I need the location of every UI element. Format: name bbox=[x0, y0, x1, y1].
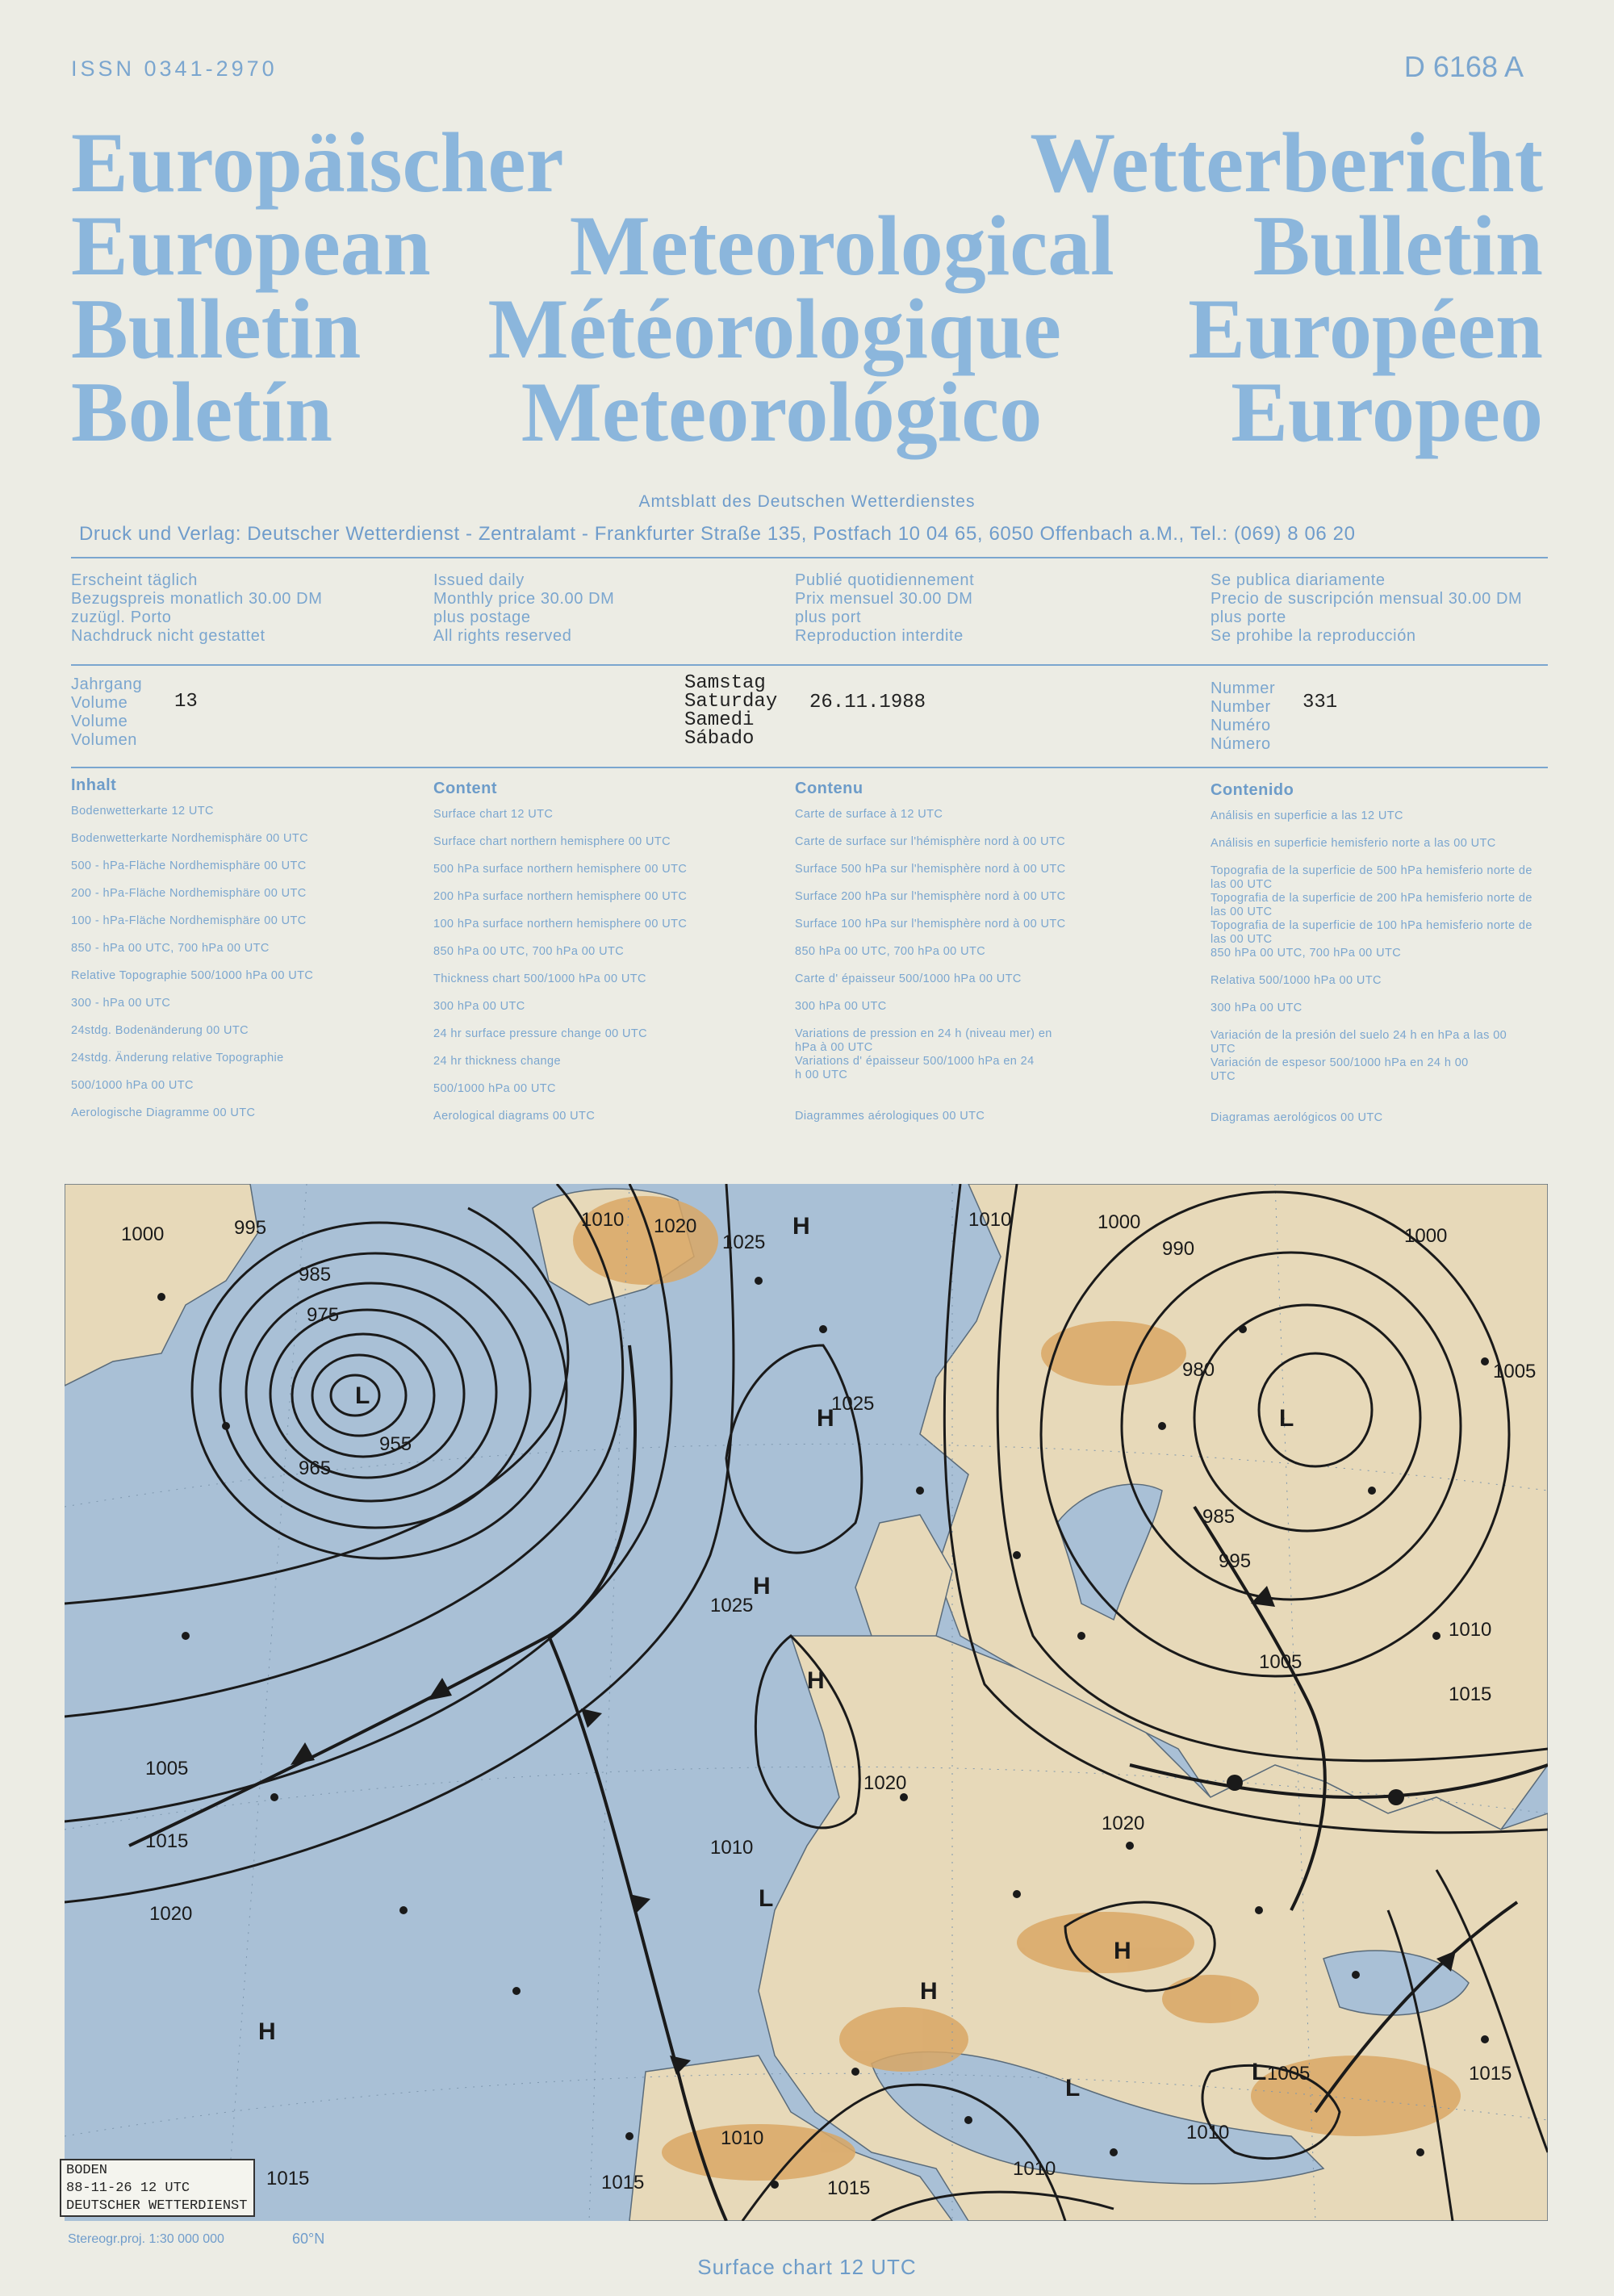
isobar-label: 990 bbox=[1162, 1238, 1195, 1260]
subscription-german: Erscheint täglich Bezugspreis monatlich 30.00 DM zuzügl. Porto Nachdruck nicht gestattet bbox=[71, 571, 323, 645]
weekday-labels: Samstag Saturday Samedi Sábado bbox=[684, 672, 778, 750]
isobar-label: 1020 bbox=[149, 1903, 193, 1925]
terrain-patch bbox=[1017, 1912, 1194, 1973]
contents-item: Variations de pression en 24 h (niveau mer) en hPa à 00 UTC bbox=[795, 1027, 1052, 1054]
isobar-label: 1020 bbox=[863, 1772, 907, 1794]
isobar-label: 1005 bbox=[145, 1758, 189, 1780]
map-caption: Surface chart 12 UTC bbox=[697, 2255, 917, 2279]
front-semicircle bbox=[1227, 1775, 1243, 1791]
subscription-english: Issued daily Monthly price 30.00 DM plus postage All rights reserved bbox=[433, 571, 615, 645]
contents-item: Topografia de la superficie de 500 hPa hemisferio norte de las 00 UTC bbox=[1210, 864, 1532, 891]
isobar-label: 1025 bbox=[831, 1393, 875, 1415]
title-word: Bulletin bbox=[71, 282, 362, 376]
isobar-label: 1005 bbox=[1493, 1361, 1537, 1382]
projection-note: Stereogr.proj. 1:30 000 000 bbox=[68, 2232, 224, 2246]
station-dot bbox=[1255, 1906, 1263, 1914]
contents-item: 300 - hPa 00 UTC bbox=[71, 997, 171, 1010]
isobar-label: 1020 bbox=[1102, 1813, 1145, 1834]
station-dot bbox=[182, 1632, 190, 1640]
contents-item: Variación de la presión del suelo 24 h en hPa a las 00 UTC bbox=[1210, 1029, 1507, 1056]
isobar-label: 980 bbox=[1182, 1359, 1215, 1381]
issue-number: 331 bbox=[1302, 692, 1338, 713]
contents-heading: Content bbox=[433, 780, 498, 797]
isobar-label: 1015 bbox=[1469, 2063, 1512, 2085]
contents-item: 500 hPa surface northern hemisphere 00 UTC bbox=[433, 863, 688, 876]
station-dot bbox=[1368, 1487, 1376, 1495]
latitude-note: 60°N bbox=[292, 2231, 325, 2247]
title-word: Europeo bbox=[1231, 365, 1543, 459]
station-dot bbox=[1013, 1551, 1021, 1559]
contents-item bbox=[1210, 1084, 1549, 1111]
contents-item: 500 - hPa-Fläche Nordhemisphäre 00 UTC bbox=[71, 859, 307, 872]
surface-weather-map bbox=[65, 1184, 1548, 2221]
title-word: Européen bbox=[1188, 282, 1543, 376]
low-pressure-centre: L bbox=[1065, 2075, 1081, 2102]
isobar-label: 1005 bbox=[1259, 1651, 1302, 1673]
contents-item: 300 hPa 00 UTC bbox=[433, 1000, 525, 1013]
contents-item: 100 - hPa-Fläche Nordhemisphäre 00 UTC bbox=[71, 914, 307, 927]
station-dot bbox=[157, 1293, 165, 1301]
station-dot bbox=[1110, 2148, 1118, 2156]
station-dot bbox=[964, 2116, 972, 2124]
isobar-label: 1020 bbox=[654, 1215, 697, 1237]
contents-item: Variación de espesor 500/1000 hPa en 24 h 00 UTC bbox=[1210, 1056, 1469, 1083]
divider bbox=[71, 767, 1548, 768]
isobar-label: 1015 bbox=[827, 2177, 871, 2199]
contents-item: 850 hPa 00 UTC, 700 hPa 00 UTC bbox=[433, 945, 625, 958]
station-dot bbox=[1013, 1890, 1021, 1898]
contents-item: Análisis en superficie hemisferio norte a las 00 UTC bbox=[1210, 837, 1496, 850]
contents-item: 24 hr thickness change bbox=[433, 1055, 561, 1068]
number-labels: Nummer Number Numéro Número bbox=[1210, 680, 1276, 753]
isobar-label: 975 bbox=[307, 1304, 340, 1326]
contents-item: Carte de surface à 12 UTC bbox=[795, 808, 943, 821]
high-pressure-centre: H bbox=[258, 2018, 276, 2045]
contents-item bbox=[795, 1082, 1166, 1110]
station-dot bbox=[771, 2181, 779, 2189]
high-pressure-centre: H bbox=[792, 1213, 810, 1240]
map-stamp: BODEN 88-11-26 12 UTC DEUTSCHER WETTERDIENST bbox=[60, 2159, 255, 2217]
title-word: Meteorológico bbox=[521, 365, 1043, 459]
high-pressure-centre: H bbox=[920, 1978, 938, 2005]
contents-item: 850 hPa 00 UTC, 700 hPa 00 UTC bbox=[795, 945, 986, 958]
contents-item: 500/1000 hPa 00 UTC bbox=[433, 1082, 556, 1095]
isobar-label: 1010 bbox=[1186, 2122, 1230, 2143]
contents-item: 24stdg. Änderung relative Topographie bbox=[71, 1052, 284, 1064]
isobar-label: 995 bbox=[1219, 1550, 1252, 1572]
low-pressure-centre: L bbox=[1279, 1405, 1294, 1432]
volume-labels: Jahrgang Volume Volume Volumen bbox=[71, 675, 143, 749]
station-dot bbox=[1432, 1632, 1440, 1640]
contents-item: Surface 500 hPa sur l'hemisphère nord à 00 UTC bbox=[795, 863, 1066, 876]
isobar-label: 985 bbox=[299, 1264, 332, 1286]
contents-item: 200 hPa surface northern hemisphere 00 UTC bbox=[433, 890, 688, 903]
high-pressure-centre: H bbox=[817, 1405, 834, 1432]
terrain-patch bbox=[839, 2007, 968, 2072]
title-word: Wetterbericht bbox=[1030, 115, 1543, 210]
isobar-label: 1010 bbox=[968, 1209, 1012, 1231]
contents-item: 500/1000 hPa 00 UTC bbox=[71, 1079, 194, 1092]
weather-map-graphic bbox=[65, 1184, 1548, 2221]
contents-item: Surface 100 hPa sur l'hemisphère nord à 00 UTC bbox=[795, 918, 1066, 931]
station-dot bbox=[755, 1277, 763, 1285]
contents-item: 24stdg. Bodenänderung 00 UTC bbox=[71, 1024, 249, 1037]
contents-item: Relativa 500/1000 hPa 00 UTC bbox=[1210, 974, 1382, 987]
official-gazette-line: Amtsblatt des Deutschen Wetterdienstes bbox=[638, 492, 976, 511]
contents-item: Diagramas aerológicos 00 UTC bbox=[1210, 1111, 1383, 1124]
high-pressure-centre: H bbox=[753, 1573, 771, 1600]
low-pressure-centre: L bbox=[1252, 2059, 1267, 2085]
front-semicircle bbox=[1388, 1789, 1404, 1805]
contents-item: Análisis en superficie a las 12 UTC bbox=[1210, 809, 1403, 822]
contents-french bbox=[795, 780, 1166, 1137]
terrain-patch bbox=[1162, 1975, 1259, 2023]
contents-heading: Inhalt bbox=[71, 776, 117, 794]
subscription-spanish: Se publica diariamente Precio de suscripción mensual 30.00 DM plus porte Se prohibe la reproducción bbox=[1210, 571, 1523, 645]
contents-item: Topografia de la superficie de 100 hPa hemisferio norte de las 00 UTC bbox=[1210, 919, 1532, 946]
divider bbox=[71, 664, 1548, 666]
isobar-label: 1000 bbox=[121, 1223, 165, 1245]
isobar-label: 985 bbox=[1202, 1506, 1236, 1528]
isobar-label: 965 bbox=[299, 1457, 332, 1479]
title-french bbox=[71, 282, 1543, 376]
isobar-label: 1000 bbox=[1098, 1211, 1141, 1233]
title-word: European bbox=[71, 199, 431, 293]
station-dot bbox=[270, 1793, 278, 1801]
isobar-label: 1010 bbox=[581, 1209, 625, 1231]
station-dot bbox=[819, 1325, 827, 1333]
station-dot bbox=[851, 2068, 859, 2076]
isobar-label: 955 bbox=[379, 1433, 412, 1455]
divider bbox=[71, 557, 1548, 558]
title-word: Boletín bbox=[71, 365, 332, 459]
station-dot bbox=[512, 1987, 521, 1995]
title-word: Bulletin bbox=[1252, 199, 1543, 293]
station-dot bbox=[1352, 1971, 1360, 1979]
bulletin-titles bbox=[71, 115, 1543, 459]
high-pressure-centre: H bbox=[807, 1667, 825, 1694]
title-german bbox=[71, 115, 1543, 210]
station-dot bbox=[916, 1487, 924, 1495]
contents-item: Surface chart northern hemisphere 00 UTC bbox=[433, 835, 671, 848]
contents-heading: Contenido bbox=[1210, 781, 1294, 799]
contents-item: Bodenwetterkarte 12 UTC bbox=[71, 805, 214, 818]
station-dot bbox=[1077, 1632, 1085, 1640]
title-word: Meteorological bbox=[569, 199, 1114, 293]
contents-item: 300 hPa 00 UTC bbox=[1210, 1002, 1302, 1014]
isobar-label: 995 bbox=[234, 1217, 267, 1239]
low-pressure-centre: L bbox=[759, 1885, 774, 1912]
contents-english bbox=[433, 780, 772, 1137]
station-dot bbox=[900, 1793, 908, 1801]
contents-item: Topografia de la superficie de 200 hPa hemisferio norte de las 00 UTC bbox=[1210, 892, 1532, 918]
station-dot bbox=[1481, 2035, 1489, 2043]
isobar-label: 1000 bbox=[1404, 1225, 1448, 1247]
isobar-label: 1015 bbox=[266, 2168, 310, 2189]
contents-item: 24 hr surface pressure change 00 UTC bbox=[433, 1027, 648, 1040]
contents-item: Aerological diagrams 00 UTC bbox=[433, 1110, 596, 1123]
contents-item: 200 - hPa-Fläche Nordhemisphäre 00 UTC bbox=[71, 887, 307, 900]
issue-date: 26.11.1988 bbox=[809, 692, 926, 713]
contents-item: Thickness chart 500/1000 hPa 00 UTC bbox=[433, 972, 646, 985]
station-dot bbox=[1239, 1325, 1247, 1333]
contents-item: Carte de surface sur l'hémisphère nord à 00 UTC bbox=[795, 835, 1066, 848]
contents-item: Relative Topographie 500/1000 hPa 00 UTC bbox=[71, 969, 314, 982]
contents-spanish bbox=[1210, 781, 1549, 1139]
contents-item: Aerologische Diagramme 00 UTC bbox=[71, 1106, 256, 1119]
contents-heading: Contenu bbox=[795, 780, 863, 797]
station-dot bbox=[1158, 1422, 1166, 1430]
issn: ISSN 0341-2970 bbox=[71, 56, 278, 81]
station-dot bbox=[399, 1906, 408, 1914]
isobar-label: 1010 bbox=[721, 2127, 764, 2149]
high-pressure-centre: H bbox=[1114, 1938, 1131, 1964]
isobar-label: 1025 bbox=[710, 1595, 754, 1616]
isobar-label: 1015 bbox=[145, 1830, 189, 1852]
station-dot bbox=[1416, 2148, 1424, 2156]
publisher-line: Druck und Verlag: Deutscher Wetterdienst - Zentralamt - Frankfurter Straße 135, Postfach 10 04 65, 6050 Offenbach a.M., Tel.: (069) 8 06 20 bbox=[79, 523, 1356, 545]
contents-item: Surface 200 hPa sur l'hemisphère nord à 00 UTC bbox=[795, 890, 1066, 903]
contents-item: Surface chart 12 UTC bbox=[433, 808, 554, 821]
contents-item: 300 hPa 00 UTC bbox=[795, 1000, 887, 1013]
contents-german bbox=[71, 776, 410, 1134]
volume-value: 13 bbox=[174, 691, 198, 713]
isobar-label: 1010 bbox=[1013, 2158, 1056, 2180]
isobar-label: 1015 bbox=[1449, 1683, 1492, 1705]
title-word: Europäischer bbox=[71, 115, 564, 210]
isobar-label: 1010 bbox=[710, 1837, 754, 1859]
isobar-label: 1015 bbox=[601, 2172, 645, 2194]
contents-item: Variations d' épaisseur 500/1000 hPa en 24 h 00 UTC bbox=[795, 1055, 1035, 1081]
subscription-french: Publié quotidiennement Prix mensuel 30.00 DM plus port Reproduction interdite bbox=[795, 571, 975, 645]
isobar-label: 1025 bbox=[722, 1232, 766, 1253]
contents-item: 850 - hPa 00 UTC, 700 hPa 00 UTC bbox=[71, 942, 270, 955]
station-dot bbox=[222, 1422, 230, 1430]
isobar-label: 1010 bbox=[1449, 1619, 1492, 1641]
title-word: Météorologique bbox=[487, 282, 1061, 376]
contents-item: Diagrammes aérologiques 00 UTC bbox=[795, 1110, 985, 1123]
title-spanish bbox=[71, 365, 1543, 459]
low-pressure-centre: L bbox=[355, 1382, 370, 1409]
postal-code: D 6168 A bbox=[1403, 50, 1524, 83]
contents-item: 100 hPa surface northern hemisphere 00 UTC bbox=[433, 918, 688, 931]
title-english bbox=[71, 199, 1543, 293]
contents-item: Carte d' épaisseur 500/1000 hPa 00 UTC bbox=[795, 972, 1022, 985]
contents-item: 850 hPa 00 UTC, 700 hPa 00 UTC bbox=[1210, 947, 1402, 960]
station-dot bbox=[1126, 1842, 1134, 1850]
station-dot bbox=[625, 2132, 633, 2140]
isobar-label: 1005 bbox=[1267, 2063, 1311, 2085]
contents-item: Bodenwetterkarte Nordhemisphäre 00 UTC bbox=[71, 832, 309, 845]
station-dot bbox=[1481, 1357, 1489, 1365]
